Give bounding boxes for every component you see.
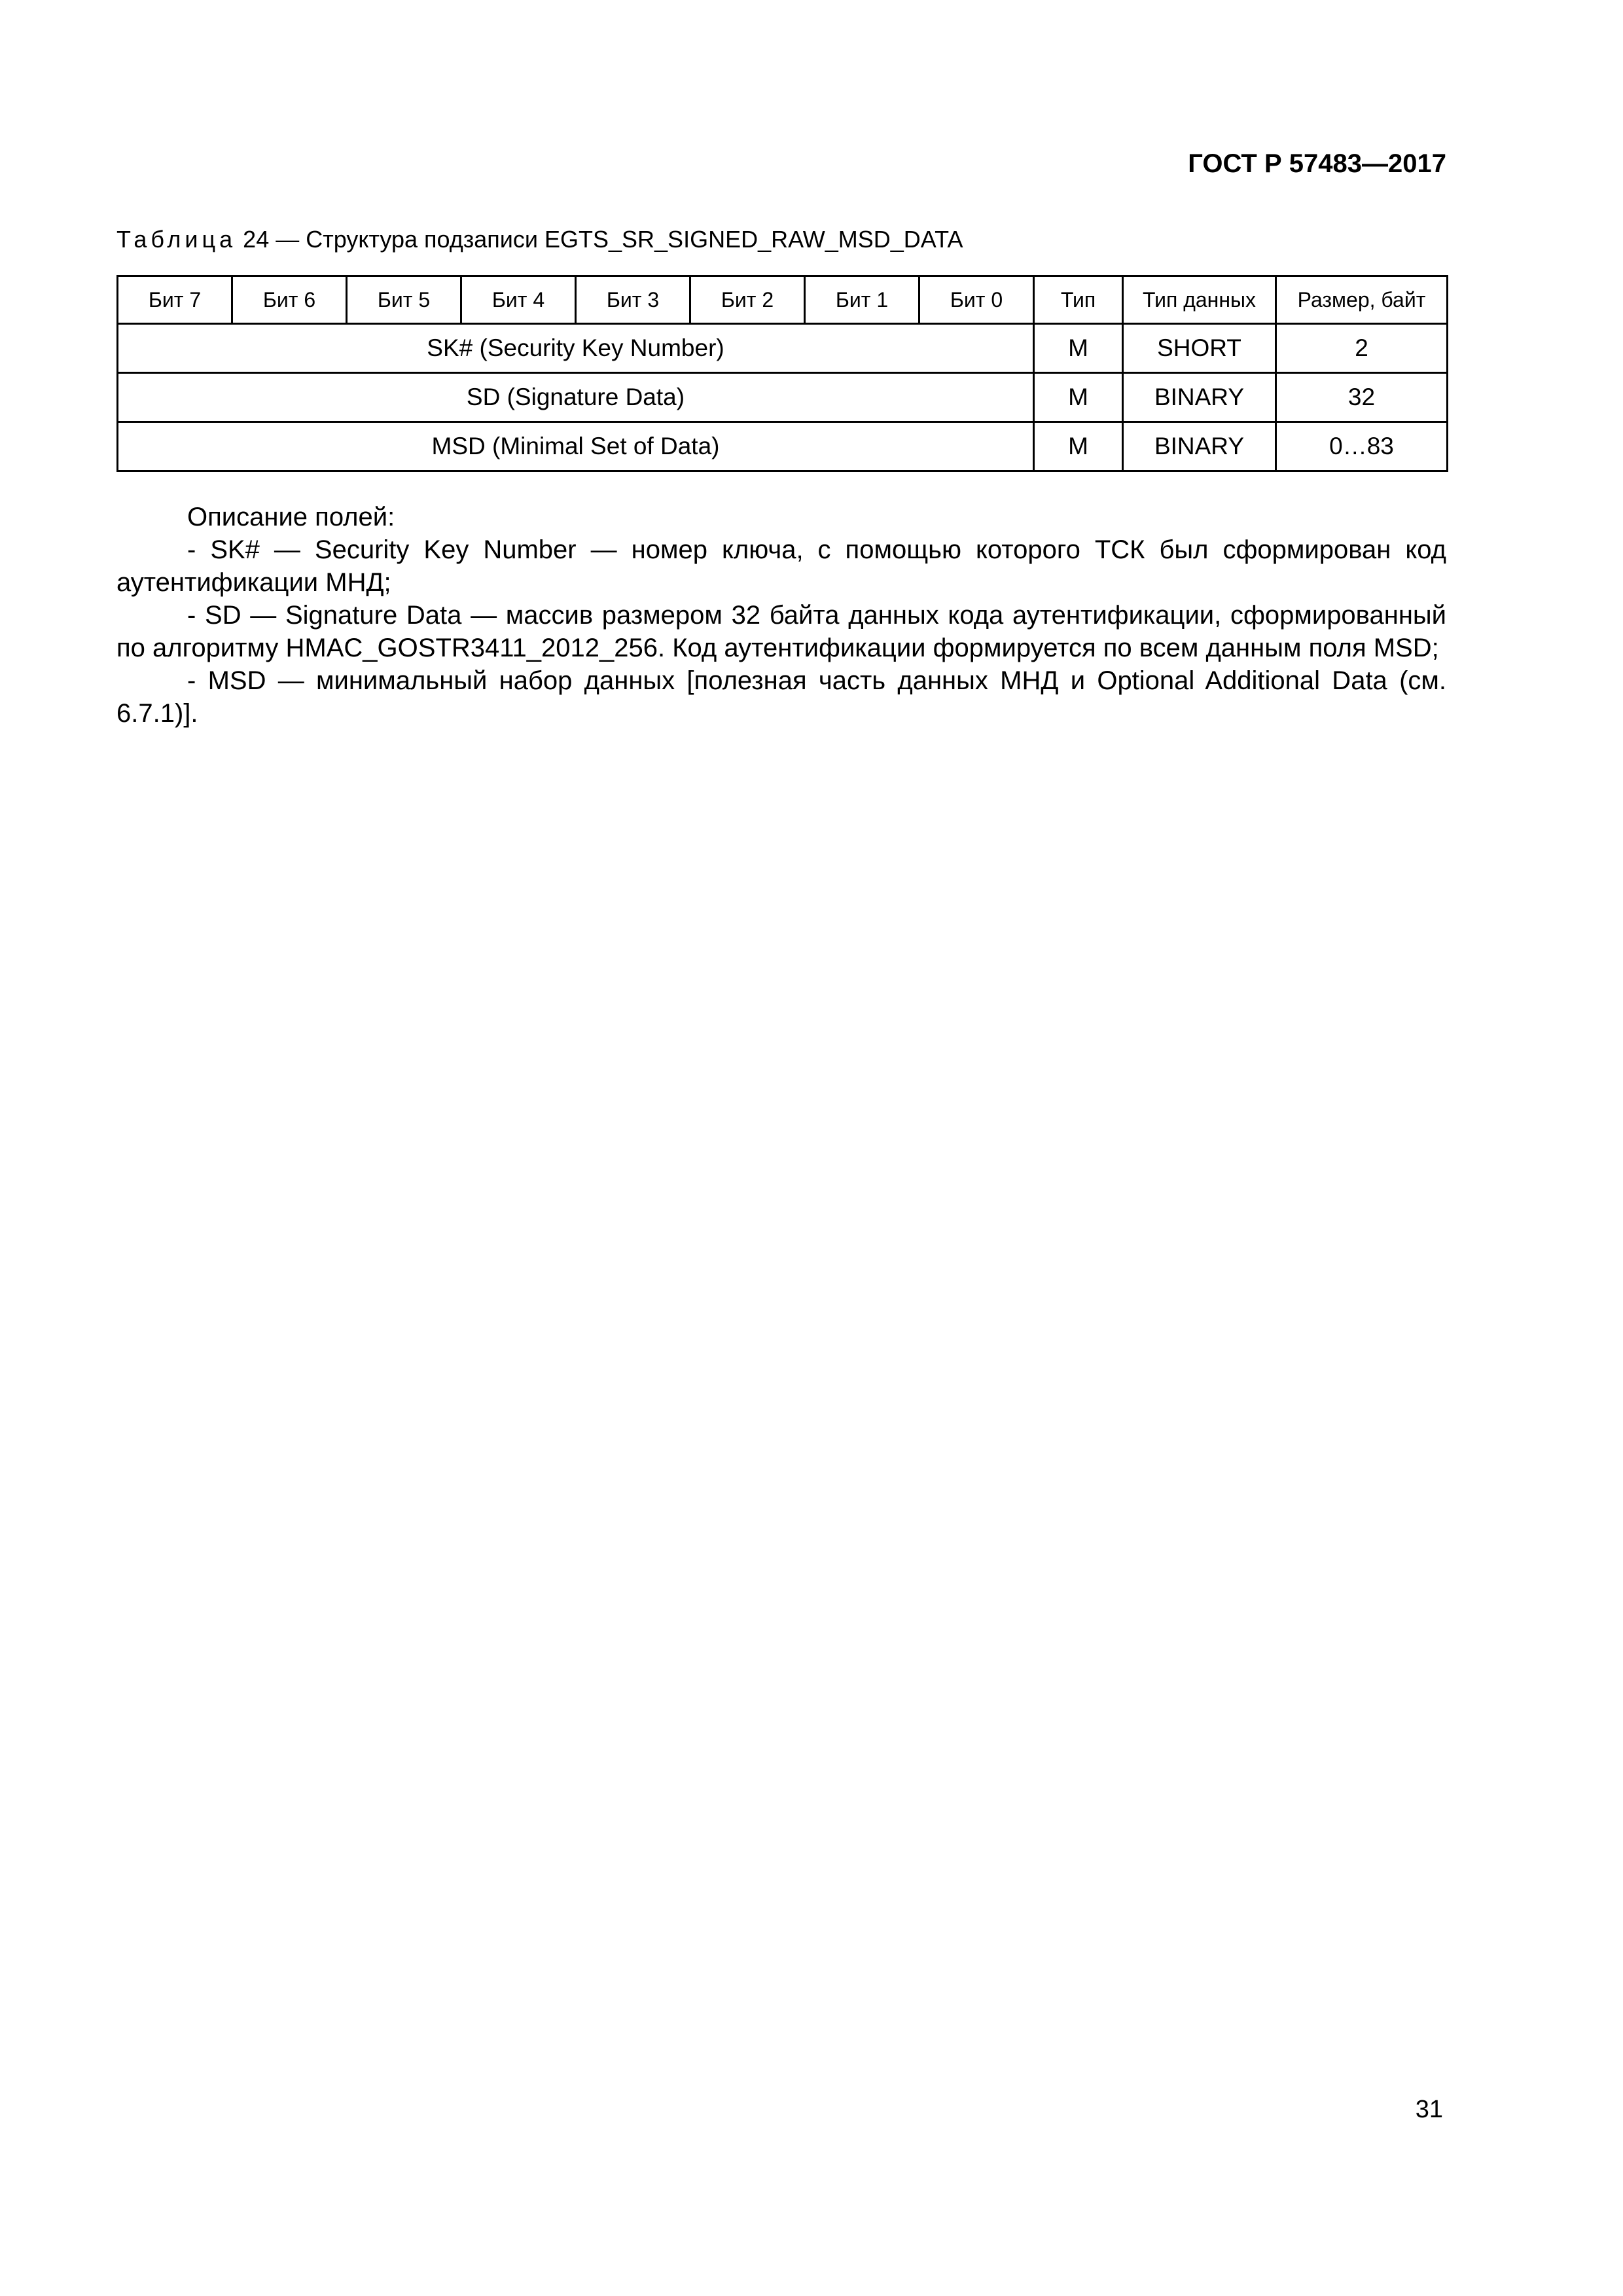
column-header: Бит 5 [347,276,461,324]
column-header: Размер, байт [1276,276,1448,324]
data-type-cell: BINARY [1123,422,1276,471]
size-cell: 2 [1276,324,1448,373]
document-code: ГОСТ Р 57483—2017 [1188,149,1446,178]
column-header: Бит 7 [118,276,232,324]
type-cell: M [1034,373,1123,422]
data-type-cell: SHORT [1123,324,1276,373]
table-header-row [118,276,1448,324]
table-caption [116,226,963,253]
description-item: - MSD — минимальный набор данных [полезная часть данных МНД и Optional Additional Data (см. 6.7.1)]. [116,666,1446,728]
table-caption-text: 24 — Структура подзаписи EGTS_SR_SIGNED_RAW_MSD_DATA [243,226,963,253]
column-header: Бит 1 [805,276,919,324]
size-cell: 0…83 [1276,422,1448,471]
column-header: Бит 4 [461,276,576,324]
page-number: 31 [1415,2096,1443,2123]
type-cell: M [1034,324,1123,373]
data-type-cell: BINARY [1123,373,1276,422]
column-header: Тип данных [1123,276,1276,324]
description-item: - SD — Signature Data — массив размером 32 байта данных кода аутентификации, сформированный по алгоритму HMAC_GOSTR3411_2012_256. Код аутентификации формируется по всем данным поля MSD; [116,601,1446,662]
field-name-cell: MSD (Minimal Set of Data) [118,422,1034,471]
size-cell: 32 [1276,373,1448,422]
field-name-cell: SK# (Security Key Number) [118,324,1034,373]
column-header: Бит 3 [576,276,690,324]
table-caption-label: Таблица [116,226,237,253]
field-name-cell: SD (Signature Data) [118,373,1034,422]
column-header: Бит 6 [232,276,347,324]
type-cell: M [1034,422,1123,471]
structure-table [116,275,1448,472]
table-row [118,373,1448,422]
column-header: Бит 0 [919,276,1034,324]
table-row [118,422,1448,471]
table-row [118,324,1448,373]
description-title: Описание полей: [187,503,395,531]
column-header: Бит 2 [690,276,805,324]
field-description [116,501,1446,730]
description-item: - SK# — Security Key Number — номер ключа, с помощью которого ТСК был сформирован код аутентификации МНД; [116,535,1446,597]
column-header: Тип [1034,276,1123,324]
